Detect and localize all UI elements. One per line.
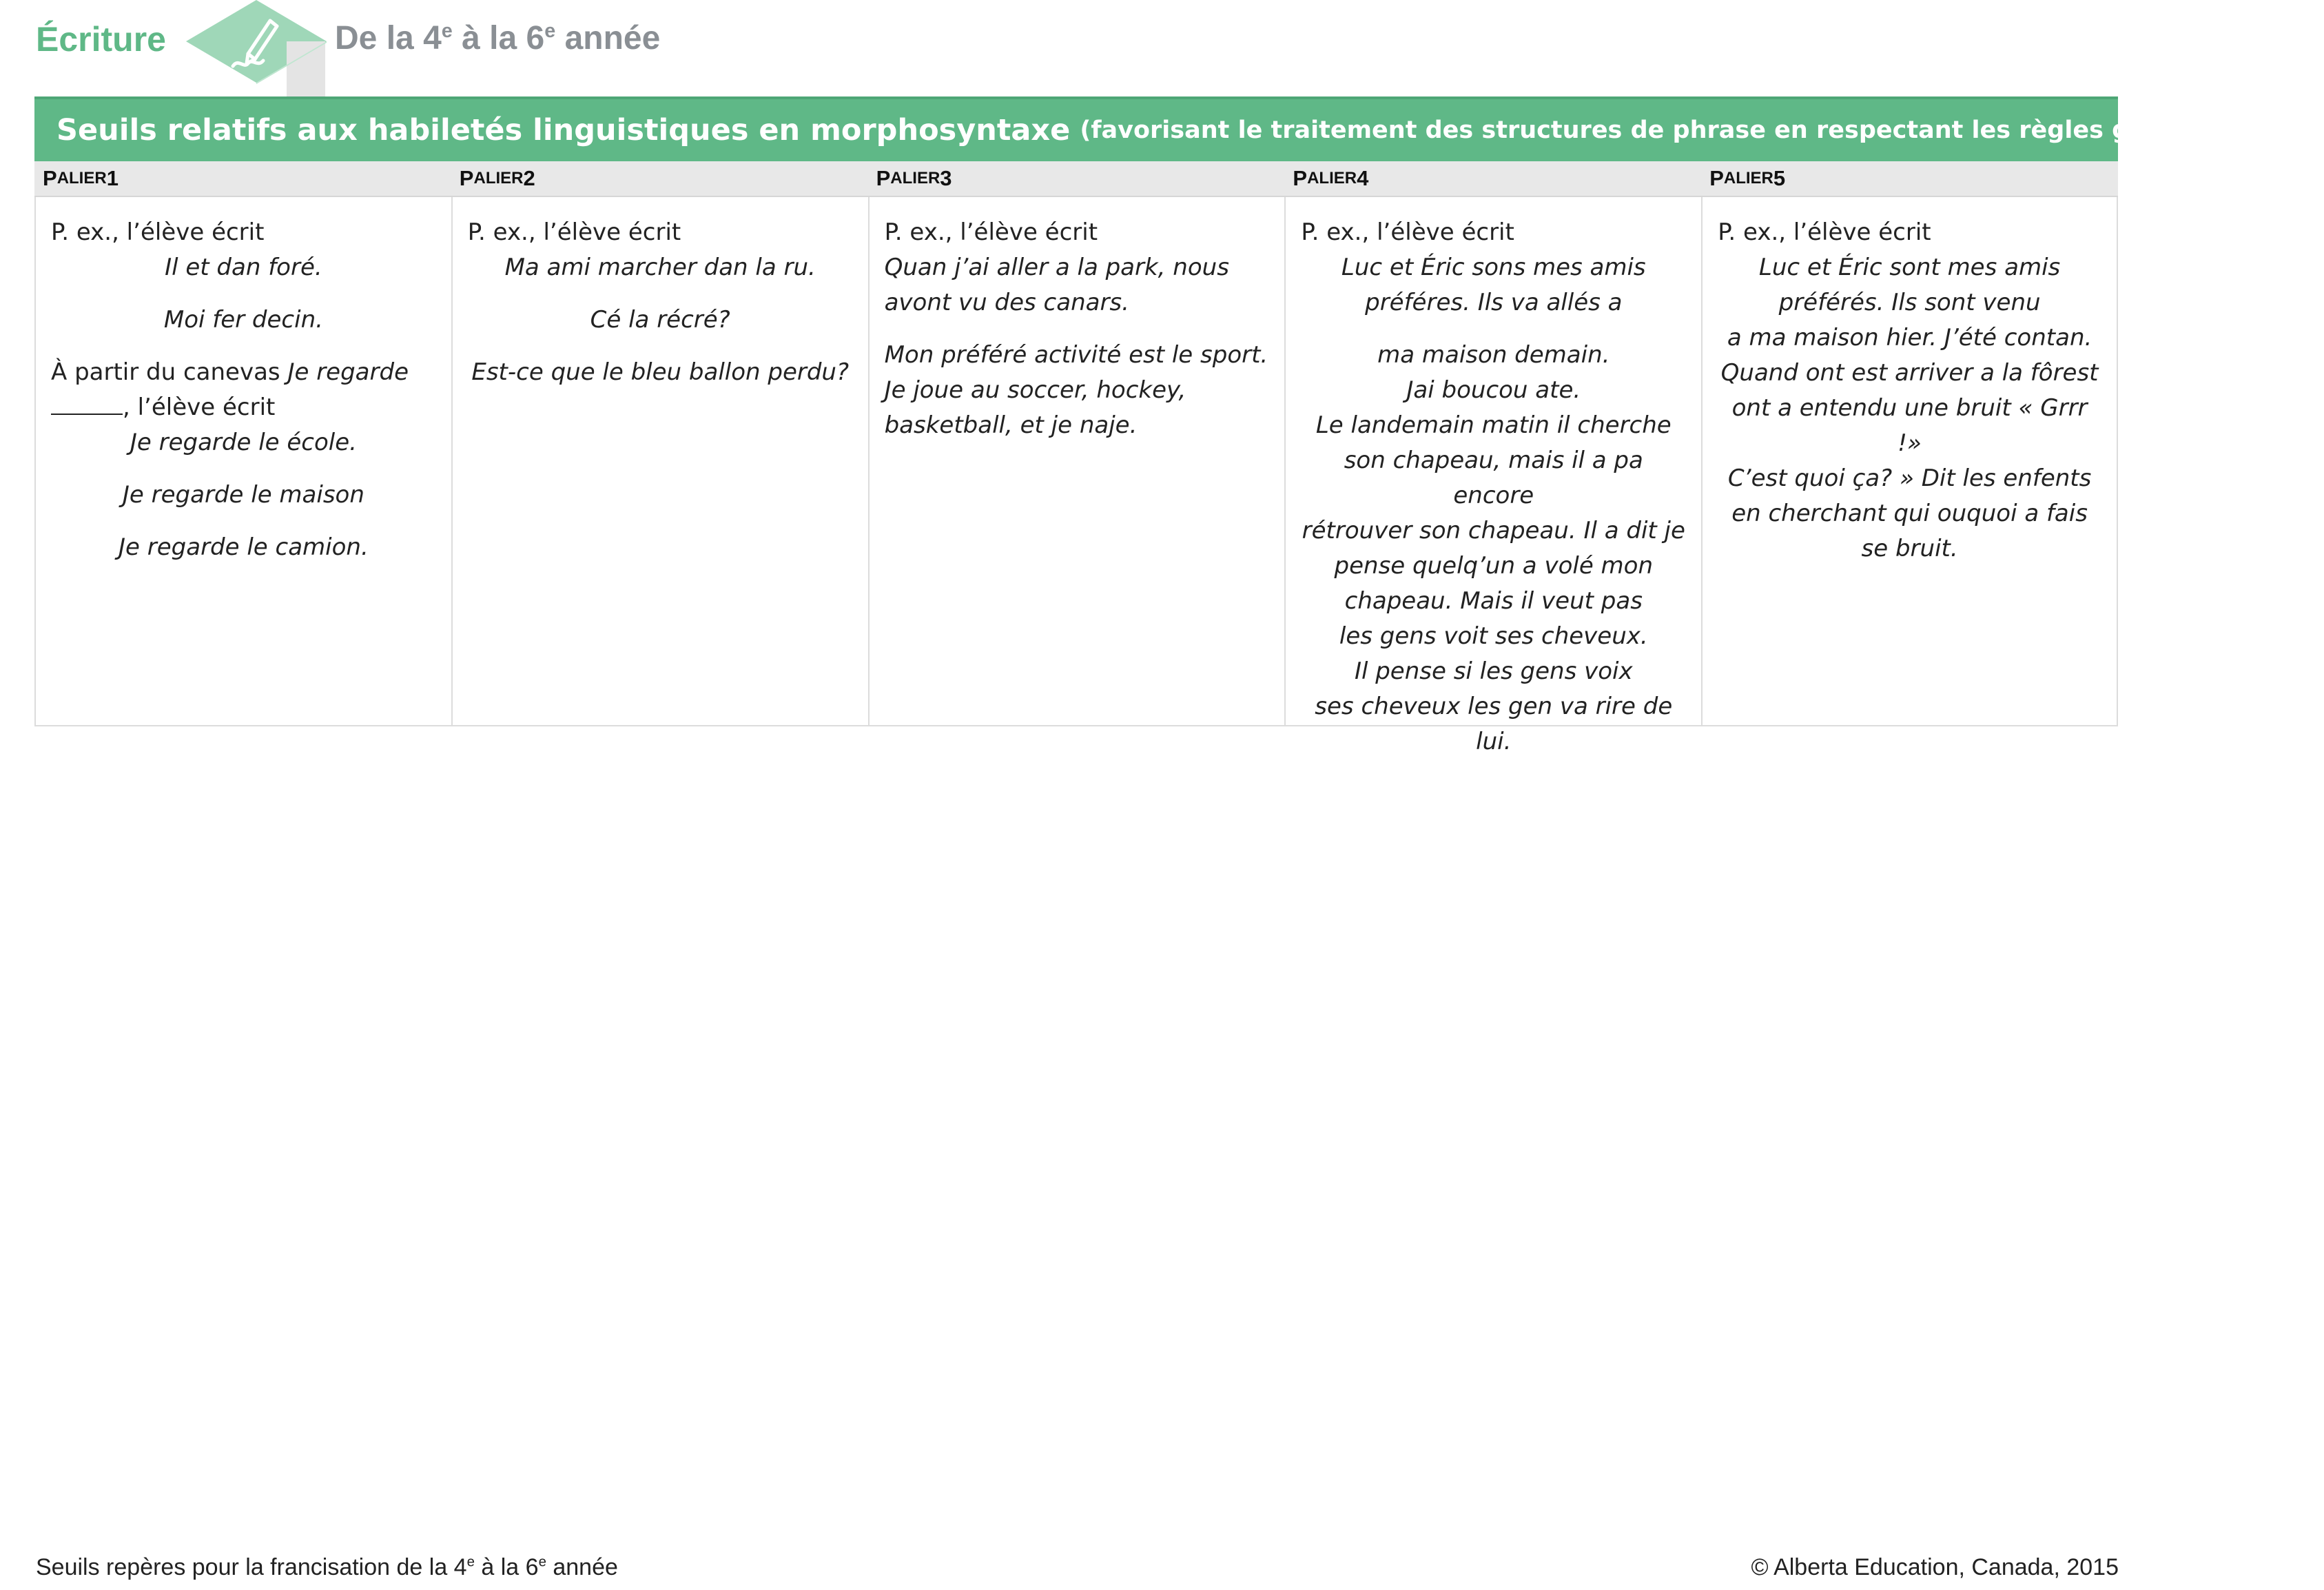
example-text: basketball, et je naje.: [884, 411, 1138, 439]
example-text: les gens voit ses cheveux.: [1339, 622, 1648, 650]
example-text: Quand ont est arriver a la fôrest: [1720, 359, 2099, 387]
example-text: préféres. Ils va allés a: [1365, 289, 1623, 316]
example-text: ses cheveux les gen va rire de lui.: [1315, 693, 1673, 755]
example-text: Ma ami marcher dan la ru.: [504, 254, 816, 281]
thresholds-table: [34, 96, 2324, 755]
blank-line: [51, 393, 123, 415]
column-header-palier-1: P ALIER 1: [43, 166, 119, 190]
example-text: Il pense si les gens voix: [1354, 658, 1633, 685]
example-text: Quan j’ai aller a la park, nous: [884, 254, 1229, 281]
table-title: Seuils relatifs aux habiletés linguistiques en morphosyntaxe: [56, 113, 1071, 147]
example-text: en cherchant qui ouquoi a fais: [1731, 500, 2088, 527]
example-text: avont vu des canars.: [884, 289, 1129, 316]
column-header-palier-3: P ALIER 3: [876, 166, 952, 190]
cell-palier-1: [34, 197, 451, 725]
column-header-palier-2: P ALIER 2: [459, 166, 535, 190]
grade-range: De la 4e à la 6e année: [335, 20, 661, 57]
example-text: Luc et Éric sont mes amis: [1758, 254, 2061, 281]
canvas-instruction: À partir du canevas Je regarde , l’élève écrit: [51, 358, 409, 421]
example-text: C’est quoi ça? » Dit les enfents: [1727, 465, 2092, 492]
example-text: Il et dan foré.: [165, 254, 322, 281]
cell-palier-5: [1701, 197, 2118, 725]
cell-palier-4: [1284, 197, 1701, 755]
pencil-icon: [179, 0, 358, 96]
example-text: Luc et Éric sons mes amis: [1341, 254, 1646, 281]
cell-palier-2: [451, 197, 868, 725]
column-header-palier-4: P ALIER 4: [1293, 166, 1369, 190]
example-text: rétrouver son chapeau. Il a dit je: [1302, 517, 1685, 544]
example-intro: P. ex., l’élève écrit: [884, 218, 1098, 246]
example-text: pense quelq’un a volé mon: [1334, 552, 1654, 580]
example-text: Est-ce que le bleu ballon perdu?: [471, 358, 850, 386]
example-text: se bruit.: [1861, 535, 1958, 562]
page-header: [34, 0, 792, 96]
example-text: Le landemain matin il cherche: [1315, 411, 1672, 439]
footer-document-title: Seuils repères pour la francisation de la 4e à la 6e année: [36, 1554, 618, 1580]
example-text: Jai boucou ate.: [1406, 376, 1581, 404]
table-subtitle: (favorisant le traitement des structures de phrase en respectant les règles grammaticales): [1080, 116, 2324, 144]
table-banner: [34, 96, 2324, 161]
example-text: préférés. Ils sont venu: [1778, 289, 2041, 316]
example-text: ont a entendu une bruit « Grrr !»: [1731, 394, 2088, 457]
example-text: Je regarde le école.: [130, 429, 357, 456]
example-text: a ma maison hier. J’été contan.: [1727, 324, 2092, 351]
example-text: Je joue au soccer, hockey,: [884, 376, 1186, 404]
example-text: ma maison demain.: [1377, 341, 1610, 369]
example-text: Je regarde le camion.: [119, 533, 369, 561]
example-intro: P. ex., l’élève écrit: [1718, 218, 1931, 246]
example-intro: P. ex., l’élève écrit: [1301, 218, 1514, 246]
column-header-palier-5: P ALIER 5: [1709, 166, 1786, 190]
example-text: chapeau. Mais il veut pas: [1344, 587, 1643, 615]
example-text: son chapeau, mais il a pa encore: [1344, 447, 1643, 509]
table-row: [34, 197, 2118, 755]
example-text: Moi fer decin.: [163, 306, 323, 334]
column-headers: [34, 161, 2118, 197]
example-text: Je regarde le maison: [122, 481, 364, 509]
example-text: Mon préféré activité est le sport.: [884, 341, 1268, 369]
example-intro: P. ex., l’élève écrit: [467, 218, 681, 246]
section-title: Écriture: [36, 20, 166, 59]
cell-palier-3: [868, 197, 1285, 725]
example-text: Cé la récré?: [590, 306, 730, 334]
example-intro: P. ex., l’élève écrit: [51, 218, 265, 246]
footer-copyright: © Alberta Education, Canada, 2015: [1751, 1554, 2119, 1580]
